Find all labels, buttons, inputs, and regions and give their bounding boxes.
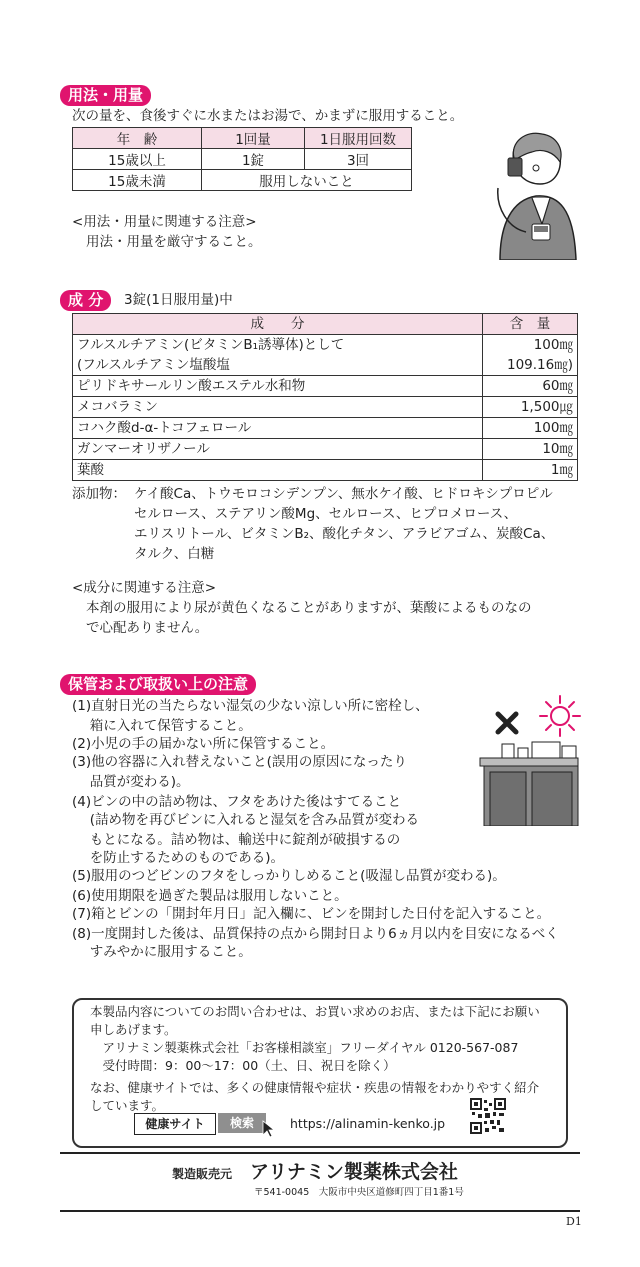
dosage-note-body: 用法・用量を厳守すること。 <box>86 234 262 250</box>
ingredients-table <box>72 313 578 481</box>
dosage-header-age: 年 齢 <box>73 128 202 149</box>
contact-line: 申しあげます。 <box>90 1022 177 1037</box>
additives-line: タルク、白糖 <box>134 546 215 562</box>
ingredient-name: フルスルチアミン(ビタミンB₁誘導体)として <box>77 337 345 353</box>
storage-line: 品質が変わる)。 <box>72 774 190 790</box>
storage-line: (6)使用期限を過ぎた製品は服用しないこと。 <box>72 888 348 904</box>
storage-line: すみやかに服用すること。 <box>72 944 252 960</box>
ingredient-amount: 100㎎ <box>533 337 573 353</box>
ingredients-note-line: 本剤の服用により尿が黄色くなることがありますが、葉酸によるものなの <box>86 600 532 616</box>
storage-line: を防止するためのものである)。 <box>72 850 285 866</box>
ingredients-note-title: <成分に関連する注意> <box>72 580 217 596</box>
storage-line: (1)直射日光の当たらない湿気の少ない涼しい所に密栓し、 <box>72 698 429 714</box>
ingredients-per-dose: 3錠(1日服用量)中 <box>124 292 233 308</box>
storage-line: (詰め物を再びビンに入れると湿気を含み品質が変わる <box>72 812 420 828</box>
ingredient-name: ピリドキサールリン酸エステル水和物 <box>73 376 483 397</box>
storage-line: (8)一度開封した後は、品質保持の点から開封日より6ヵ月以内を目安になるべく <box>72 926 559 942</box>
dosage-header-single: 1回量 <box>202 128 305 149</box>
ingredients-note-line: で心配ありません。 <box>86 620 209 636</box>
dosage-cell: 15歳未満 <box>73 170 202 191</box>
dosage-cell: 1錠 <box>202 149 305 170</box>
ingredient-amount: 1㎎ <box>483 460 578 481</box>
page-code: D1 <box>566 1215 582 1228</box>
dosage-intro: 次の量を、食後すぐに水またはお湯で、かまずに服用すること。 <box>72 108 464 124</box>
health-site-search-box[interactable]: 健康サイト <box>134 1113 216 1135</box>
dosage-table <box>72 127 412 191</box>
ingredient-name: 葉酸 <box>73 460 483 481</box>
manufacturer-address: 〒541-0045 大阪市中央区道修町四丁目1番1号 <box>254 1187 464 1198</box>
ingredient-name: コハク酸d-α-トコフェロール <box>73 418 483 439</box>
ingredient-amount: 10㎎ <box>483 439 578 460</box>
dosage-note-title: <用法・用量に関連する注意> <box>72 214 257 230</box>
storage-line: (2)小児の手の届かない所に保管すること。 <box>72 736 335 752</box>
health-site-url[interactable]: https://alinamin-kenko.jp <box>290 1116 446 1131</box>
sun-icon <box>538 694 582 738</box>
manufacturer-label: 製造販売元 <box>172 1167 233 1181</box>
ingredient-amount: 100㎎ <box>483 418 578 439</box>
person-drinking-icon <box>492 128 578 260</box>
qr-code-icon[interactable] <box>470 1098 506 1134</box>
cursor-icon <box>262 1120 276 1138</box>
storage-line: 箱に入れて保管すること。 <box>72 718 252 734</box>
contact-line: アリナミン製薬株式会社「お客様相談室」フリーダイヤル 0120-567-087 <box>90 1040 519 1055</box>
footer-rule-top <box>60 1152 580 1154</box>
additives-line: ケイ酸Ca、トウモロコシデンプン、無水ケイ酸、ヒドロキシプロピル <box>134 486 553 502</box>
contact-line: 本製品内容についてのお問い合わせは、お買い求めのお店、または下記にお願い <box>90 1004 540 1019</box>
ingredient-amount: 1,500㎍ <box>483 397 578 418</box>
dosage-header-daily: 1日服用回数 <box>305 128 412 149</box>
ingredient-amount: 109.16㎎) <box>506 357 573 373</box>
dosage-cell: 3回 <box>305 149 412 170</box>
dosage-cell: 服用しないこと <box>202 170 412 191</box>
contact-line: なお、健康サイトでは、多くの健康情報や症状・疾患の情報をわかりやすく紹介 <box>90 1080 540 1095</box>
dosage-cell: 15歳以上 <box>73 149 202 170</box>
ingredients-header-name: 成 分 <box>73 314 483 335</box>
contact-line: 受付時間：9：00〜17：00（土、日、祝日を除く） <box>90 1058 396 1073</box>
storage-line: もとになる。詰め物は、輸送中に錠剤が破損するの <box>72 832 401 848</box>
additives-label: 添加物： <box>72 486 126 502</box>
footer-rule-bottom <box>60 1210 580 1212</box>
storage-heading: 保管および取扱い上の注意 <box>60 674 256 695</box>
storage-line: (4)ビンの中の詰め物は、フタをあけた後はすてること <box>72 794 402 810</box>
ingredient-name: (フルスルチアミン塩酸塩 <box>77 357 230 373</box>
search-button[interactable]: 検索 <box>218 1113 266 1133</box>
contact-line: しています。 <box>90 1098 165 1113</box>
ingredients-header-amount: 含 量 <box>483 314 578 335</box>
manufacturer-name: アリナミン製薬株式会社 <box>250 1161 458 1183</box>
storage-line: (7)箱とビンの「開封年月日」記入欄に、ビンを開封した日付を記入すること。 <box>72 906 551 922</box>
ingredients-heading: 成 分 <box>60 290 111 311</box>
storage-line: (3)他の容器に入れ替えないこと(誤用の原因になったり <box>72 754 407 770</box>
storage-line: (5)服用のつどビンのフタをしっかりしめること(吸湿し品質が変わる)。 <box>72 868 506 884</box>
dosage-heading: 用法・用量 <box>60 85 151 106</box>
additives-line: エリスリトール、ビタミンB₂、酸化チタン、アラビアゴム、炭酸Ca、 <box>134 526 555 542</box>
additives-line: セルロース、ステアリン酸Mg、セルロース、ヒプロメロース、 <box>134 506 518 522</box>
ingredient-amount: 60㎎ <box>483 376 578 397</box>
ingredient-name: ガンマーオリザノール <box>73 439 483 460</box>
ingredient-name: メコバラミン <box>73 397 483 418</box>
